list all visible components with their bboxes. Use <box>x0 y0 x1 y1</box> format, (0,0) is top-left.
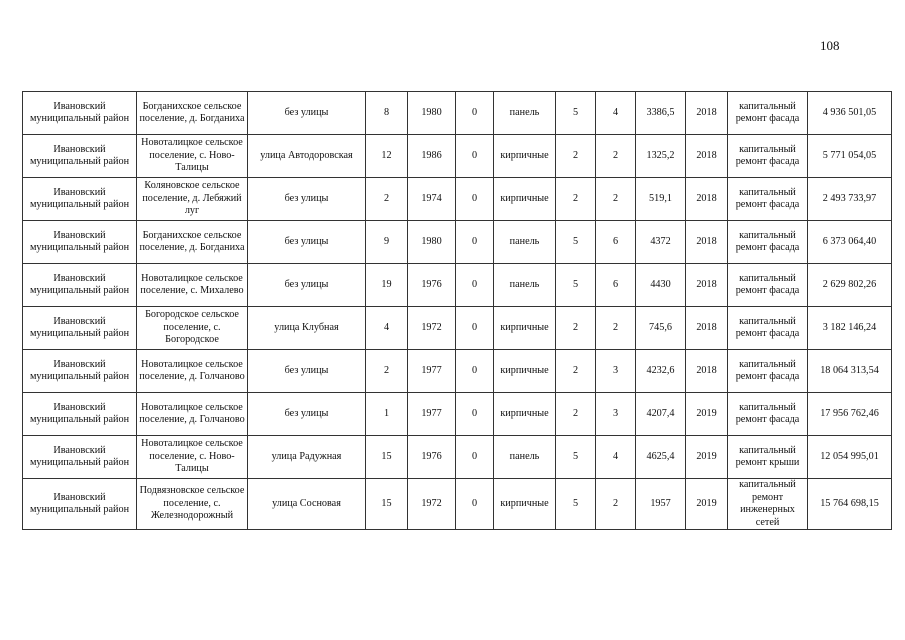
year-built-cell: 1977 <box>408 393 456 436</box>
floors-cell: 2 <box>556 350 596 393</box>
cost-cell: 4 936 501,05 <box>808 92 892 135</box>
value-cell: 0 <box>456 307 494 350</box>
floors-cell: 2 <box>556 393 596 436</box>
district-cell: Ивановский муниципальный район <box>23 479 137 530</box>
street-cell: улица Автодоровская <box>248 135 366 178</box>
plan-year-cell: 2019 <box>686 479 728 530</box>
work-type-cell: капитальный ремонт фасада <box>728 178 808 221</box>
plan-year-cell: 2018 <box>686 221 728 264</box>
street-cell: без улицы <box>248 264 366 307</box>
area-cell: 745,6 <box>636 307 686 350</box>
work-type-cell: капитальный ремонт фасада <box>728 92 808 135</box>
area-cell: 4232,6 <box>636 350 686 393</box>
district-cell: Ивановский муниципальный район <box>23 221 137 264</box>
plan-year-cell: 2018 <box>686 135 728 178</box>
cost-cell: 2 493 733,97 <box>808 178 892 221</box>
floors-cell: 2 <box>556 178 596 221</box>
street-cell: без улицы <box>248 350 366 393</box>
wall-material-cell: панель <box>494 92 556 135</box>
plan-year-cell: 2018 <box>686 92 728 135</box>
area-cell: 4430 <box>636 264 686 307</box>
floors-cell: 5 <box>556 479 596 530</box>
cost-cell: 15 764 698,15 <box>808 479 892 530</box>
area-cell: 1957 <box>636 479 686 530</box>
wall-material-cell: панель <box>494 436 556 479</box>
cost-cell: 3 182 146,24 <box>808 307 892 350</box>
plan-year-cell: 2018 <box>686 264 728 307</box>
year-built-cell: 1980 <box>408 221 456 264</box>
entrances-cell: 6 <box>596 221 636 264</box>
plan-year-cell: 2018 <box>686 350 728 393</box>
house-number-cell: 15 <box>366 479 408 530</box>
house-number-cell: 8 <box>366 92 408 135</box>
value-cell: 0 <box>456 393 494 436</box>
cost-cell: 2 629 802,26 <box>808 264 892 307</box>
district-cell: Ивановский муниципальный район <box>23 135 137 178</box>
house-number-cell: 1 <box>366 393 408 436</box>
district-cell: Ивановский муниципальный район <box>23 92 137 135</box>
settlement-cell: Новоталицкое сельское поселение, с. Ново-Талицы <box>137 135 248 178</box>
cost-cell: 6 373 064,40 <box>808 221 892 264</box>
cost-cell: 17 956 762,46 <box>808 393 892 436</box>
value-cell: 0 <box>456 350 494 393</box>
value-cell: 0 <box>456 178 494 221</box>
entrances-cell: 2 <box>596 307 636 350</box>
floors-cell: 5 <box>556 264 596 307</box>
house-number-cell: 12 <box>366 135 408 178</box>
wall-material-cell: кирпичные <box>494 350 556 393</box>
settlement-cell: Новоталицкое сельское поселение, с. Ново-Талицы <box>137 436 248 479</box>
wall-material-cell: панель <box>494 264 556 307</box>
entrances-cell: 3 <box>596 350 636 393</box>
year-built-cell: 1977 <box>408 350 456 393</box>
house-number-cell: 15 <box>366 436 408 479</box>
street-cell: без улицы <box>248 221 366 264</box>
settlement-cell: Богородское сельское поселение, с. Богородское <box>137 307 248 350</box>
wall-material-cell: кирпичные <box>494 307 556 350</box>
value-cell: 0 <box>456 92 494 135</box>
table-row <box>23 479 892 530</box>
entrances-cell: 2 <box>596 135 636 178</box>
table-row <box>23 264 892 307</box>
entrances-cell: 2 <box>596 178 636 221</box>
work-type-cell: капитальный ремонт крыши <box>728 436 808 479</box>
entrances-cell: 6 <box>596 264 636 307</box>
work-type-cell: капитальный ремонт фасада <box>728 264 808 307</box>
wall-material-cell: кирпичные <box>494 178 556 221</box>
district-cell: Ивановский муниципальный район <box>23 436 137 479</box>
entrances-cell: 4 <box>596 92 636 135</box>
year-built-cell: 1972 <box>408 307 456 350</box>
street-cell: без улицы <box>248 178 366 221</box>
table-body <box>23 92 892 530</box>
floors-cell: 5 <box>556 436 596 479</box>
street-cell: улица Клубная <box>248 307 366 350</box>
house-number-cell: 9 <box>366 221 408 264</box>
table-row <box>23 307 892 350</box>
settlement-cell: Коляновское сельское поселение, д. Лебяжий луг <box>137 178 248 221</box>
settlement-cell: Богданихское сельское поселение, д. Богданиха <box>137 92 248 135</box>
plan-year-cell: 2018 <box>686 307 728 350</box>
area-cell: 4372 <box>636 221 686 264</box>
wall-material-cell: кирпичные <box>494 393 556 436</box>
area-cell: 519,1 <box>636 178 686 221</box>
floors-cell: 5 <box>556 221 596 264</box>
floors-cell: 2 <box>556 135 596 178</box>
wall-material-cell: панель <box>494 221 556 264</box>
plan-year-cell: 2018 <box>686 178 728 221</box>
year-built-cell: 1972 <box>408 479 456 530</box>
district-cell: Ивановский муниципальный район <box>23 393 137 436</box>
wall-material-cell: кирпичные <box>494 479 556 530</box>
value-cell: 0 <box>456 479 494 530</box>
value-cell: 0 <box>456 135 494 178</box>
value-cell: 0 <box>456 436 494 479</box>
street-cell: улица Сосновая <box>248 479 366 530</box>
area-cell: 4625,4 <box>636 436 686 479</box>
entrances-cell: 4 <box>596 436 636 479</box>
value-cell: 0 <box>456 264 494 307</box>
year-built-cell: 1976 <box>408 436 456 479</box>
street-cell: улица Радужная <box>248 436 366 479</box>
plan-year-cell: 2019 <box>686 393 728 436</box>
settlement-cell: Новоталицкое сельское поселение, д. Голчаново <box>137 393 248 436</box>
settlement-cell: Новоталицкое сельское поселение, с. Михалево <box>137 264 248 307</box>
work-type-cell: капитальный ремонт фасада <box>728 135 808 178</box>
wall-material-cell: кирпичные <box>494 135 556 178</box>
housing-repair-table <box>22 91 892 530</box>
district-cell: Ивановский муниципальный район <box>23 178 137 221</box>
year-built-cell: 1976 <box>408 264 456 307</box>
cost-cell: 18 064 313,54 <box>808 350 892 393</box>
page-number: 108 <box>820 38 840 53</box>
work-type-cell: капитальный ремонт фасада <box>728 221 808 264</box>
entrances-cell: 3 <box>596 393 636 436</box>
settlement-cell: Богданихское сельское поселение, д. Богданиха <box>137 221 248 264</box>
plan-year-cell: 2019 <box>686 436 728 479</box>
house-number-cell: 2 <box>366 178 408 221</box>
street-cell: без улицы <box>248 393 366 436</box>
value-cell: 0 <box>456 221 494 264</box>
house-number-cell: 19 <box>366 264 408 307</box>
district-cell: Ивановский муниципальный район <box>23 264 137 307</box>
year-built-cell: 1980 <box>408 92 456 135</box>
settlement-cell: Новоталицкое сельское поселение, д. Голчаново <box>137 350 248 393</box>
cost-cell: 5 771 054,05 <box>808 135 892 178</box>
work-type-cell: капитальный ремонт фасада <box>728 393 808 436</box>
table-row <box>23 135 892 178</box>
table-row <box>23 92 892 135</box>
table-row <box>23 178 892 221</box>
work-type-cell: капитальный ремонт фасада <box>728 350 808 393</box>
work-type-cell: капитальный ремонт инженерных сетей <box>728 479 808 530</box>
area-cell: 1325,2 <box>636 135 686 178</box>
settlement-cell: Подвязновское сельское поселение, с. Железнодорожный <box>137 479 248 530</box>
house-number-cell: 4 <box>366 307 408 350</box>
area-cell: 3386,5 <box>636 92 686 135</box>
table-row <box>23 221 892 264</box>
district-cell: Ивановский муниципальный район <box>23 350 137 393</box>
floors-cell: 5 <box>556 92 596 135</box>
work-type-cell: капитальный ремонт фасада <box>728 307 808 350</box>
cost-cell: 12 054 995,01 <box>808 436 892 479</box>
floors-cell: 2 <box>556 307 596 350</box>
table-row <box>23 436 892 479</box>
district-cell: Ивановский муниципальный район <box>23 307 137 350</box>
year-built-cell: 1986 <box>408 135 456 178</box>
area-cell: 4207,4 <box>636 393 686 436</box>
table-row <box>23 350 892 393</box>
house-number-cell: 2 <box>366 350 408 393</box>
table-row <box>23 393 892 436</box>
year-built-cell: 1974 <box>408 178 456 221</box>
street-cell: без улицы <box>248 92 366 135</box>
entrances-cell: 2 <box>596 479 636 530</box>
